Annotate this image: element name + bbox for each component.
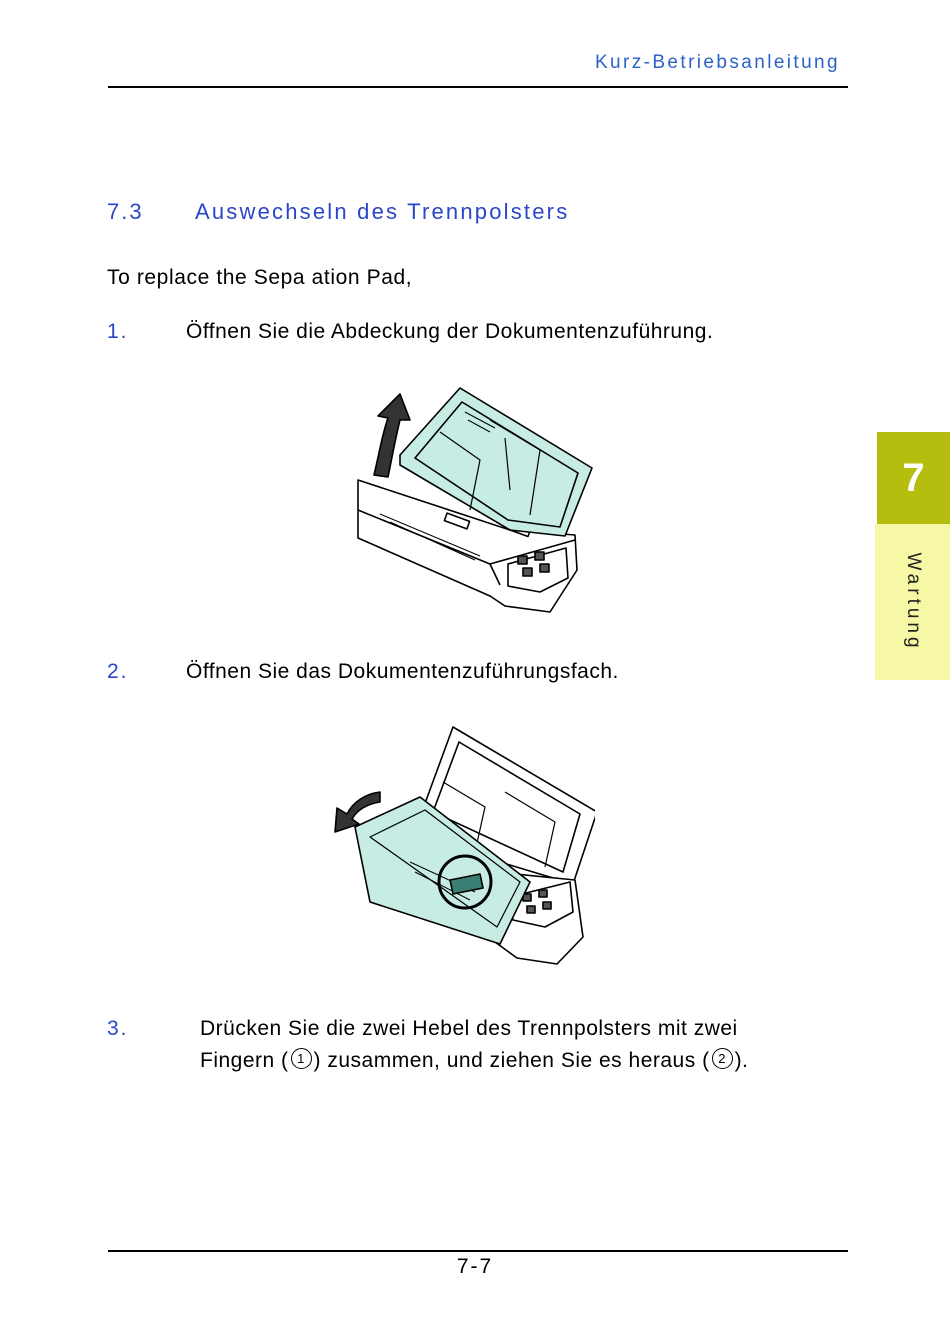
- step-3-line-2: [200, 1045, 748, 1077]
- step-1-text: Öffnen Sie die Abdeckung der Dokumentenzuführung.: [186, 320, 714, 343]
- chapter-tab-label: [875, 524, 950, 680]
- chapter-tab-number: 7: [877, 432, 950, 524]
- section-title: Auswechseln des Trennpolsters: [195, 199, 570, 224]
- header-rule: [108, 86, 848, 88]
- step-2-number: 2.: [107, 660, 129, 683]
- step-3-text: [200, 1013, 748, 1077]
- chapter-tab-label-text: Wartung: [902, 552, 924, 652]
- page-header-title: Kurz-Betriebsanleitung: [594, 52, 840, 73]
- page-number: 7-7: [456, 1255, 494, 1278]
- figure-open-cover: [340, 380, 600, 625]
- section-number: 7.3: [107, 199, 144, 224]
- step-1-number: 1.: [107, 320, 129, 343]
- step-3-line-2-part-a: Fingern (: [200, 1049, 289, 1072]
- step-3-line-2-part-c: ).: [734, 1049, 749, 1072]
- intro-text: To replace the Sepa ation Pad,: [107, 266, 413, 289]
- step-2-text: Öffnen Sie das Dokumentenzuführungsfach.: [186, 660, 619, 683]
- step-3-number: 3.: [107, 1017, 129, 1040]
- circled-marker-2: 2: [712, 1048, 733, 1069]
- footer-rule: [108, 1250, 848, 1252]
- step-3-line-1: Drücken Sie die zwei Hebel des Trennpolsters mit zwei: [200, 1017, 738, 1040]
- figure-open-tray: [325, 722, 595, 967]
- step-3-line-2-part-b: ) zusammen, und ziehen Sie es heraus (: [313, 1049, 710, 1072]
- circled-marker-1: 1: [291, 1048, 312, 1069]
